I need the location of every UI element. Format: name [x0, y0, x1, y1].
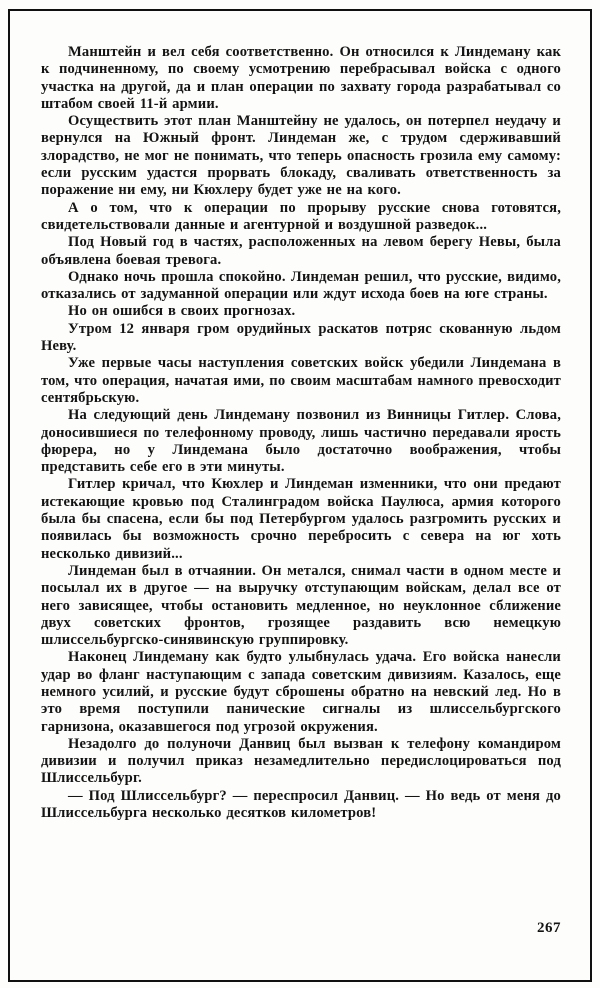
paragraph: Гитлер кричал, что Кюхлер и Линдеман изменники, что они предают истекающие кровью под Сталинградом войска Паулюса, армия которого была бы спасена, если бы под Петербургом удалось разгромить русских и появилась бы возможность срочно перебросить с севера на юг хоть несколько дивизий...: [41, 476, 561, 562]
paragraph: Под Новый год в частях, расположенных на левом берегу Невы, была объявлена боевая тревога.: [41, 234, 561, 268]
paragraph: Утром 12 января гром орудийных раскатов потряс скованную льдом Неву.: [41, 320, 561, 355]
paragraph: Линдеман был в отчаянии. Он метался, снимал части в одном месте и посылал их в другое — на выручку отступающим войскам, делал все от него зависящее, чтобы остановить медленное, но неуклонное сближение двух советских фронтов, грозящее раздавить всю немецкую шлиссельбургско-синявинскую группировку.: [41, 562, 561, 649]
paragraph: Манштейн и вел себя соответственно. Он относился к Линдеману как к подчиненному, по своему усмотрению перебрасывал войска с одного участка на другой, да и план операции по захвату города разрабатывал со штабом своей 11-й армии.: [41, 44, 561, 112]
text-block: [41, 44, 561, 822]
paragraph: — Под Шлиссельбург? — переспросил Данвиц. — Но ведь от меня до Шлиссельбурга несколько десятков километров!: [41, 787, 561, 822]
paragraph: Наконец Линдеману как будто улыбнулась удача. Его войска нанесли удар во фланг наступающим с запада советским дивизиям. Казалось, еще немного усилий, и русские будут сброшены обратно на невский лед. Но в это время поступили панические сигналы из шлиссельбургского гарнизона, оказавшегося под угрозой окружения.: [41, 649, 561, 735]
paragraph: Незадолго до полуночи Данвиц был вызван к телефону командиром дивизии и получил приказ незамедлительно передислоцироваться под Шлиссельбург.: [41, 735, 561, 787]
page-number: 267: [537, 920, 561, 936]
paragraph: Осуществить этот план Манштейну не удалось, он потерпел неудачу и вернулся на Южный фронт. Линдеман же, с трудом сдерживавший злорадство, не мог не понимать, что теперь опасность грозила ему самому: если русским удастся прорвать блокаду, сваливать ответственность за поражение ни ему, ни Кюхлеру будет уже не на кого.: [41, 113, 561, 199]
paragraph: Однако ночь прошла спокойно. Линдеман решил, что русские, видимо, отказались от задуманной операции или ждут исхода боев на юге страны.: [41, 268, 561, 303]
paragraph: А о том, что к операции по прорыву русские снова готовятся, свидетельствовали данные и агентурной и воздушной разведок...: [41, 199, 561, 233]
paragraph: Уже первые часы наступления советских войск убедили Линдемана в том, что операция, начатая ими, по своим масштабам намного превосходит сентябрьскую.: [41, 355, 561, 406]
paragraph: Но он ошибся в своих прогнозах.: [68, 303, 296, 320]
paragraph: На следующий день Линдеману позвонил из Винницы Гитлер. Слова, доносившиеся по телефонному проводу, лишь частично передавали ярость фюрера, но у Линдемана было достаточно воображения, чтобы представить себе его в эти минуты.: [41, 407, 561, 476]
